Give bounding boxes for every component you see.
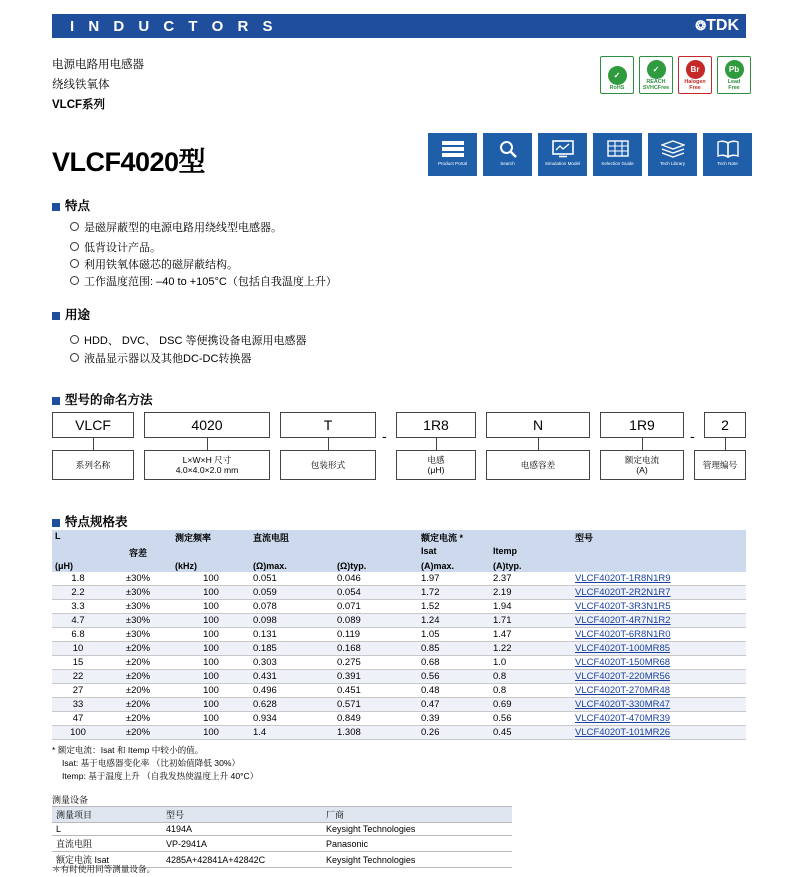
- use-text: HDD、 DVC、 DSC 等便携设备电源用电感器: [84, 335, 307, 347]
- cell-part-number-link[interactable]: VLCF4020T-3R3N1R5: [572, 600, 746, 614]
- simulation-model-button[interactable]: [538, 133, 587, 176]
- th-dcr: 直流电阻: [250, 530, 334, 545]
- cell-dcr-max: 0.628: [250, 698, 334, 712]
- tech-library-button[interactable]: [648, 133, 697, 176]
- uses-section-title: [52, 305, 90, 323]
- cell-tol: ±20%: [104, 670, 172, 684]
- th-isat-unit: (A)max.: [418, 560, 490, 572]
- cell-tol: ±30%: [104, 628, 172, 642]
- feature-item: [70, 256, 238, 272]
- pn-dash-1: -: [382, 428, 387, 444]
- cell-l: 10: [52, 642, 104, 656]
- th-dcr-typ: (Ω)typ.: [334, 560, 418, 572]
- cell-isat: 0.26: [418, 726, 490, 740]
- pn-code-management: 2: [704, 412, 746, 438]
- feature-text: 工作温度范围: –40 to +105°C（包括自我温度上升）: [84, 276, 337, 288]
- table-row: [52, 698, 746, 712]
- cell-isat: 0.47: [418, 698, 490, 712]
- section-marker-icon: [52, 312, 60, 320]
- cell-part-number-link[interactable]: VLCF4020T-330MR47: [572, 698, 746, 712]
- th-itemp: Itemp: [490, 545, 572, 560]
- cell-itemp: 1.94: [490, 600, 572, 614]
- part-number-diagram: [52, 412, 746, 444]
- tech-library-caption: Tech Library: [659, 161, 686, 166]
- feature-item: [70, 219, 282, 235]
- section-marker-icon: [52, 203, 60, 211]
- cell-itemp: 1.47: [490, 628, 572, 642]
- cell-isat: 0.85: [418, 642, 490, 656]
- use-text: 液晶显示器以及其他DC-DC转换器: [84, 353, 252, 365]
- table-row: [52, 614, 746, 628]
- table-row: [52, 586, 746, 600]
- cell-dcr-typ: 0.119: [334, 628, 418, 642]
- cell-dcr-typ: 1.308: [334, 726, 418, 740]
- cell-itemp: 1.22: [490, 642, 572, 656]
- cell-dcr-max: 0.051: [250, 572, 334, 586]
- th-l-unit: (μH): [52, 560, 104, 572]
- table-header-row-3: [52, 560, 746, 572]
- equipment-label: 测量设备: [52, 795, 89, 805]
- cell-dcr-typ: 0.071: [334, 600, 418, 614]
- table-row: [52, 726, 746, 740]
- no-halogen-icon: Br: [686, 60, 705, 79]
- eq-item: L: [52, 823, 162, 836]
- pn-label-inductance: 电感 (μH): [396, 450, 476, 480]
- cell-itemp: 2.37: [490, 572, 572, 586]
- table-row: [52, 712, 746, 726]
- book-icon: [716, 138, 740, 159]
- cell-itemp: 0.8: [490, 684, 572, 698]
- cell-dcr-typ: 0.089: [334, 614, 418, 628]
- table-row: [52, 642, 746, 656]
- features-title-text: 特点: [65, 199, 91, 213]
- cell-dcr-typ: 0.571: [334, 698, 418, 712]
- cell-l: 100: [52, 726, 104, 740]
- pn-code-inductance: 1R8: [396, 412, 476, 438]
- cell-l: 22: [52, 670, 104, 684]
- th-tol: 容差: [104, 545, 172, 560]
- footnote-3: Itemp: 基于温度上升 （自我发热使温度上升 40°C）: [62, 771, 259, 781]
- layers-icon: [661, 138, 685, 159]
- pn-label-management: 管理编号: [694, 450, 746, 480]
- cell-isat: 0.39: [418, 712, 490, 726]
- cell-dcr-max: 0.185: [250, 642, 334, 656]
- tech-note-caption: Tech Note: [717, 161, 738, 166]
- cell-isat: 1.24: [418, 614, 490, 628]
- cell-freq: 100: [172, 712, 250, 726]
- halogen-badge-label: Halogen Free: [684, 78, 706, 91]
- cell-part-number-link[interactable]: VLCF4020T-101MR26: [572, 726, 746, 740]
- cell-freq: 100: [172, 698, 250, 712]
- pn-code-size: 4020: [144, 412, 270, 438]
- product-portal-button[interactable]: [428, 133, 477, 176]
- rohs-badge-label: RoHS: [609, 84, 625, 91]
- cell-isat: 0.48: [418, 684, 490, 698]
- grid-icon: [606, 138, 630, 159]
- pn-code-tolerance: N: [486, 412, 590, 438]
- th-freq: 测定频率: [172, 530, 250, 545]
- equipment-footnote: ＊有时使用同等测量设备。: [52, 864, 156, 874]
- bullet-icon: [70, 335, 79, 344]
- selection-guide-caption: Selection Guide: [601, 161, 634, 166]
- tdk-logo: ❂TDK: [695, 17, 739, 34]
- pn-dash-2: -: [690, 428, 695, 444]
- spec-title-text: 特点规格表: [65, 515, 128, 529]
- cell-l: 3.3: [52, 600, 104, 614]
- cell-l: 1.8: [52, 572, 104, 586]
- eq-maker: Keysight Technologies: [322, 852, 512, 868]
- leaf-icon: ✓: [608, 66, 627, 85]
- pn-code-package: T: [280, 412, 376, 438]
- cell-dcr-max: 0.934: [250, 712, 334, 726]
- bullet-icon: [70, 276, 79, 285]
- cell-l: 4.7: [52, 614, 104, 628]
- cell-freq: 100: [172, 726, 250, 740]
- cell-part-number-link[interactable]: VLCF4020T-6R8N1R0: [572, 628, 746, 642]
- cell-tol: ±20%: [104, 656, 172, 670]
- reach-badge: [639, 56, 673, 94]
- naming-title-text: 型号的命名方法: [65, 393, 153, 407]
- header-title: I N D U C T O R S: [70, 18, 278, 35]
- eq-item: 直流电阻: [52, 836, 162, 852]
- cell-dcr-max: 0.059: [250, 586, 334, 600]
- cell-dcr-typ: 0.391: [334, 670, 418, 684]
- cell-l: 33: [52, 698, 104, 712]
- pn-label-tolerance: 电感容差: [486, 450, 590, 480]
- feature-text: 低背设计产品。: [84, 242, 161, 254]
- cell-part-number-link[interactable]: VLCF4020T-1R8N1R9: [572, 572, 746, 586]
- halogen-free-badge: [678, 56, 712, 94]
- bullet-icon: [70, 222, 79, 231]
- leaf-icon: ✓: [647, 60, 666, 79]
- equipment-row: [52, 823, 512, 836]
- cell-dcr-typ: 0.275: [334, 656, 418, 670]
- table-header-row-1: [52, 530, 746, 545]
- lead-free-badge: [717, 56, 751, 94]
- th-isat: Isat: [418, 545, 490, 560]
- table-row: [52, 572, 746, 586]
- eq-th-model: 型号: [162, 807, 322, 823]
- th-itemp-unit: (A)typ.: [490, 560, 572, 572]
- cell-tol: ±20%: [104, 684, 172, 698]
- product-portal-caption: Product Portal: [437, 161, 468, 166]
- use-item: [70, 332, 306, 348]
- cell-freq: 100: [172, 684, 250, 698]
- cell-isat: 0.68: [418, 656, 490, 670]
- no-lead-icon: Pb: [725, 60, 744, 79]
- cell-l: 47: [52, 712, 104, 726]
- pn-label-size: L×W×H 尺寸 4.0×4.0×2.0 mm: [144, 450, 270, 480]
- cell-itemp: 1.0: [490, 656, 572, 670]
- pn-label-package: 包装形式: [280, 450, 376, 480]
- equipment-table: [52, 806, 512, 868]
- cell-dcr-max: 0.303: [250, 656, 334, 670]
- table-header-row-2: [52, 545, 746, 560]
- cell-dcr-max: 1.4: [250, 726, 334, 740]
- cell-isat: 0.56: [418, 670, 490, 684]
- selection-guide-button[interactable]: [593, 133, 642, 176]
- uses-title-text: 用途: [65, 308, 91, 322]
- cell-dcr-max: 0.131: [250, 628, 334, 642]
- feature-item: [70, 273, 337, 289]
- simulation-model-caption: Simulation Model: [544, 161, 581, 166]
- th-dcr-max: (Ω)max.: [250, 560, 334, 572]
- pn-code-current: 1R9: [600, 412, 684, 438]
- cell-part-number-link[interactable]: VLCF4020T-2R2N1R7: [572, 586, 746, 600]
- cell-freq: 100: [172, 586, 250, 600]
- naming-section-title: [52, 390, 153, 408]
- subtitle-line-2: 绕线铁氧体: [52, 79, 110, 91]
- cell-tol: ±30%: [104, 586, 172, 600]
- cell-tol: ±30%: [104, 600, 172, 614]
- cell-l: 15: [52, 656, 104, 670]
- subtitle-line-1: 电源电路用电感器: [52, 59, 144, 71]
- pn-label-series: 系列名称: [52, 450, 134, 480]
- cell-tol: ±30%: [104, 614, 172, 628]
- cell-itemp: 0.56: [490, 712, 572, 726]
- th-l: L: [52, 530, 104, 545]
- cell-itemp: 2.19: [490, 586, 572, 600]
- cell-dcr-typ: 0.046: [334, 572, 418, 586]
- cell-itemp: 0.8: [490, 670, 572, 684]
- eq-maker: Keysight Technologies: [322, 823, 512, 836]
- footnote-2: Isat: 基于电感器变化率 （比初始值降低 30%）: [62, 758, 241, 768]
- table-row: [52, 628, 746, 642]
- cell-freq: 100: [172, 656, 250, 670]
- search-button[interactable]: [483, 133, 532, 176]
- tdk-logo-text: TDK: [706, 17, 739, 34]
- cell-dcr-typ: 0.054: [334, 586, 418, 600]
- footnote-1: * 额定电流：Isat 和 Itemp 中较小的值。: [52, 745, 204, 755]
- section-marker-icon: [52, 397, 60, 405]
- pn-code-series: VLCF: [52, 412, 134, 438]
- cell-dcr-typ: 0.451: [334, 684, 418, 698]
- cell-dcr-max: 0.496: [250, 684, 334, 698]
- monitor-icon: [551, 138, 575, 159]
- search-caption: Search: [500, 161, 515, 166]
- cell-l: 2.2: [52, 586, 104, 600]
- cell-dcr-typ: 0.849: [334, 712, 418, 726]
- eq-th-maker: 厂商: [322, 807, 512, 823]
- subtitle-line-3: VLCF系列: [52, 99, 106, 111]
- search-icon: [496, 138, 520, 159]
- pn-label-current: 额定电流 (A): [600, 450, 684, 480]
- equipment-header-row: [52, 807, 512, 823]
- spec-table: [52, 530, 746, 740]
- th-rated: 额定电流 *: [418, 530, 490, 545]
- table-row: [52, 600, 746, 614]
- cell-itemp: 0.69: [490, 698, 572, 712]
- use-item: [70, 350, 251, 366]
- bullet-icon: [70, 259, 79, 268]
- cell-freq: 100: [172, 614, 250, 628]
- eq-th-item: 测量项目: [52, 807, 162, 823]
- reach-badge-label: REACH SVHCFree: [642, 78, 670, 91]
- rohs-badge: [600, 56, 634, 94]
- cell-tol: ±20%: [104, 698, 172, 712]
- cell-l: 27: [52, 684, 104, 698]
- section-marker-icon: [52, 519, 60, 527]
- eq-model: VP-2941A: [162, 836, 322, 852]
- cell-freq: 100: [172, 670, 250, 684]
- cell-isat: 1.05: [418, 628, 490, 642]
- feature-text: 是磁屏蔽型的电源电路用绕线型电感器。: [84, 222, 282, 234]
- page-title: VLCF4020型: [52, 147, 206, 177]
- lead-badge-label: Lead Free: [727, 78, 741, 91]
- cell-tol: ±20%: [104, 712, 172, 726]
- eq-model: 4194A: [162, 823, 322, 836]
- cell-itemp: 1.71: [490, 614, 572, 628]
- bullet-icon: [70, 242, 79, 251]
- eq-model: 4285A+42841A+42842C: [162, 852, 322, 868]
- feature-item: [70, 239, 161, 255]
- cell-part-number-link[interactable]: VLCF4020T-4R7N1R2: [572, 614, 746, 628]
- eq-maker: Panasonic: [322, 836, 512, 852]
- cell-dcr-max: 0.078: [250, 600, 334, 614]
- portal-icon: [441, 138, 465, 159]
- cell-dcr-max: 0.431: [250, 670, 334, 684]
- cell-tol: ±20%: [104, 726, 172, 740]
- cell-freq: 100: [172, 628, 250, 642]
- cell-part-number-link[interactable]: VLCF4020T-270MR48: [572, 684, 746, 698]
- bullet-icon: [70, 353, 79, 362]
- cell-dcr-max: 0.098: [250, 614, 334, 628]
- table-row: [52, 684, 746, 698]
- eco-badges: [600, 56, 751, 94]
- icon-button-bar: [428, 133, 752, 176]
- cell-freq: 100: [172, 572, 250, 586]
- tech-note-button[interactable]: [703, 133, 752, 176]
- cell-part-number-link[interactable]: VLCF4020T-220MR56: [572, 670, 746, 684]
- table-row: [52, 670, 746, 684]
- cell-isat: 1.72: [418, 586, 490, 600]
- cell-l: 6.8: [52, 628, 104, 642]
- eq-item: 额定电流 Isat: [52, 852, 162, 868]
- cell-part-number-link[interactable]: VLCF4020T-470MR39: [572, 712, 746, 726]
- equipment-row: [52, 836, 512, 852]
- cell-part-number-link[interactable]: VLCF4020T-100MR85: [572, 642, 746, 656]
- cell-tol: ±30%: [104, 572, 172, 586]
- cell-isat: 1.52: [418, 600, 490, 614]
- cell-dcr-typ: 0.168: [334, 642, 418, 656]
- table-row: [52, 656, 746, 670]
- spec-section-title: [52, 512, 128, 530]
- cell-freq: 100: [172, 642, 250, 656]
- cell-part-number-link[interactable]: VLCF4020T-150MR68: [572, 656, 746, 670]
- cell-tol: ±20%: [104, 642, 172, 656]
- th-freq-unit: (kHz): [172, 560, 250, 572]
- feature-text: 利用铁氧体磁芯的磁屏蔽结构。: [84, 259, 238, 271]
- cell-isat: 1.97: [418, 572, 490, 586]
- cell-freq: 100: [172, 600, 250, 614]
- features-section-title: [52, 196, 90, 214]
- th-part: 型号: [572, 530, 746, 545]
- cell-itemp: 0.45: [490, 726, 572, 740]
